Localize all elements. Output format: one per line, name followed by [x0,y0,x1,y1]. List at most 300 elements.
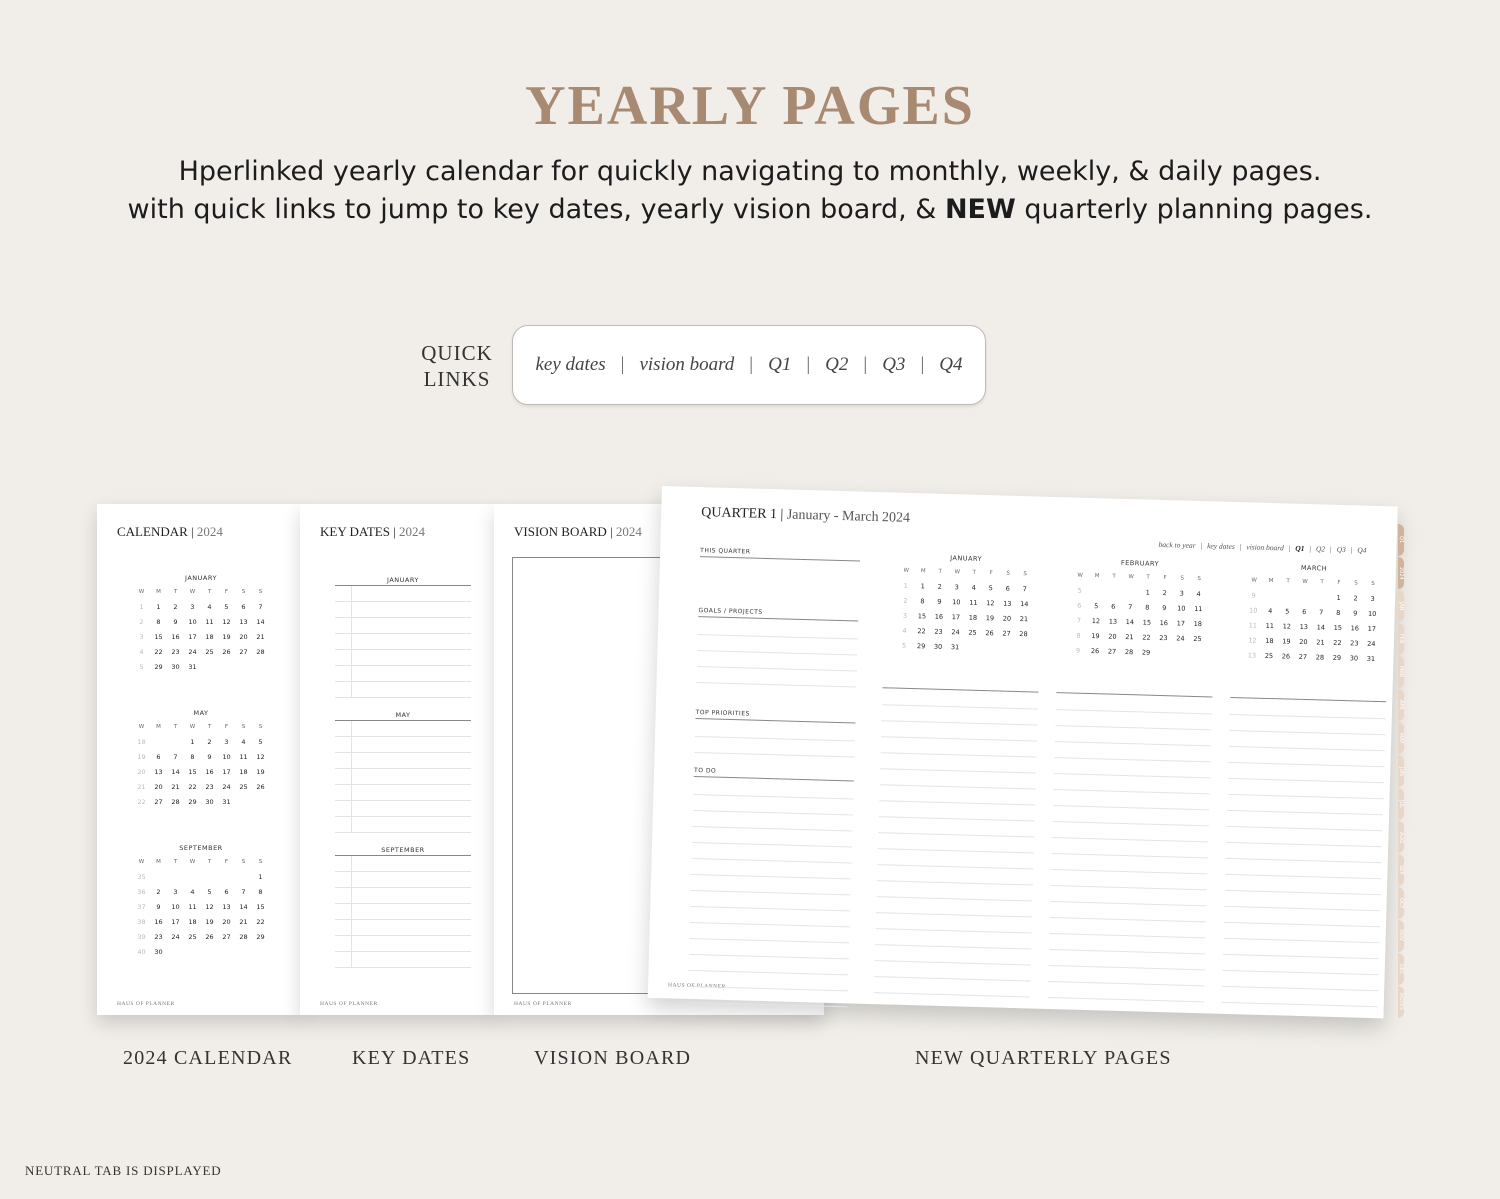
tab-feb[interactable]: FEB [1398,623,1404,655]
tab-aug[interactable]: AUG [1398,821,1404,853]
calendar-mini-calendar [133,584,269,674]
day-cell[interactable]: 7 [241,887,246,896]
day-cell[interactable]: 2 [207,737,212,746]
day-cell[interactable]: 18 [968,613,978,622]
weekday-label: W [1128,573,1134,580]
key-date-entry-line[interactable] [335,856,471,872]
key-date-entry-line[interactable] [335,753,471,769]
key-date-entry-line[interactable] [335,936,471,952]
day-cell[interactable]: 29 [188,797,197,806]
day-cell[interactable]: 23 [1350,638,1359,648]
entry-line[interactable] [695,737,855,757]
day-cell[interactable]: 13 [239,617,248,626]
day-cell[interactable]: 11 [1194,604,1203,613]
day-cell[interactable]: 31 [950,642,960,651]
quick-link-key-dates[interactable]: key dates [535,354,606,375]
quarter-page-footer: HAUS OF PLANNER [667,982,726,990]
nav-link-back-to-year[interactable]: back to year [1158,539,1196,550]
day-cell[interactable]: 2 [937,582,942,591]
key-date-entry-line[interactable] [335,801,471,817]
day-cell[interactable]: 16 [205,767,214,776]
day-cell[interactable]: 20 [1108,632,1117,641]
week-number: 9 [1075,646,1081,655]
notes-line[interactable] [1222,987,1378,1007]
day-cell[interactable]: 27 [239,647,248,656]
day-cell[interactable]: 9 [207,752,212,761]
quick-link-separator: | [806,354,811,375]
day-cell[interactable]: 12 [205,902,214,911]
day-cell[interactable]: 3 [1179,588,1184,598]
weekday-label: T [972,569,976,576]
week-number: 5 [1077,586,1082,595]
day-cell[interactable]: 19 [205,917,214,926]
key-date-entry-line[interactable] [335,920,471,936]
day-cell[interactable]: 6 [1005,584,1010,593]
day-cell[interactable]: 22 [917,626,926,635]
day-cell[interactable]: 9 [937,597,942,606]
nav-link-q3[interactable]: Q3 [1336,544,1346,555]
day-cell[interactable]: 27 [1107,647,1117,656]
calendar-mini-calendar [133,719,269,809]
day-cell[interactable]: 14 [1316,622,1326,632]
day-cell[interactable]: 19 [1091,631,1100,640]
day-cell[interactable]: 15 [1333,623,1343,632]
day-cell[interactable]: 5 [988,583,993,592]
day-cell [1014,641,1031,656]
day-cell[interactable]: 21 [171,782,180,791]
day-cell[interactable]: 28 [239,932,248,941]
day-cell[interactable]: 29 [154,662,163,671]
day-cell[interactable]: 14 [1125,617,1135,626]
day-cell[interactable]: 29 [256,932,265,941]
day-cell[interactable]: 28 [1019,629,1028,638]
day-cell[interactable]: 27 [154,797,163,806]
day-cell[interactable]: 13 [1108,617,1118,626]
nav-link-q4[interactable]: Q4 [1357,545,1367,555]
day-cell[interactable]: 26 [1090,646,1100,655]
tab-sep[interactable]: SEP [1398,854,1404,886]
weekday-label: S [258,723,263,730]
day-cell[interactable]: 11 [969,598,978,607]
quick-link-vision-board[interactable]: vision board [639,354,735,375]
day-cell[interactable]: 18 [205,632,214,641]
key-date-entry-line[interactable] [335,634,471,650]
day-cell[interactable]: 6 [241,602,246,611]
day-cell[interactable]: 25 [188,932,197,941]
day-cell [201,869,218,884]
key-date-entry-line[interactable] [335,737,471,753]
nav-link-vision-board[interactable]: vision board [1246,542,1284,553]
day-cell[interactable]: 12 [986,598,995,607]
week-number: 13 [1247,650,1257,660]
day-cell[interactable]: 25 [968,628,977,637]
day-cell[interactable]: 22 [188,782,197,791]
day-cell[interactable]: 15 [1142,617,1152,627]
day-cell[interactable]: 14 [171,767,180,776]
day-cell[interactable]: 7 [173,752,178,761]
day-cell[interactable]: 9 [173,617,178,626]
day-cell[interactable]: 6 [156,752,161,761]
day-cell[interactable]: 5 [1285,606,1290,616]
day-cell[interactable]: 18 [1265,636,1274,645]
day-cell[interactable]: 1 [1336,593,1341,602]
day-cell[interactable]: 1 [920,581,925,590]
caption-quarterly-pages: NEW QUARTERLY PAGES [915,1047,1172,1069]
day-cell[interactable]: 8 [1145,603,1150,612]
week-number: 9 [1251,591,1256,600]
day-cell[interactable]: 4 [1196,589,1201,598]
day-cell[interactable]: 3 [224,737,229,746]
day-cell[interactable]: 3 [1370,594,1375,603]
weekday-label: W [1077,572,1083,579]
calendar-page-footer: HAUS OF PLANNER [117,1001,175,1007]
calendar-month-title[interactable]: MAY [193,709,209,717]
weekday-label: W [138,723,145,730]
key-date-entry-line[interactable] [335,721,471,737]
day-cell[interactable]: 26 [985,628,994,637]
tab-jan[interactable]: JAN [1398,590,1404,622]
day-cell[interactable]: 17 [171,917,180,926]
weekday-label: S [241,858,246,865]
day-cell[interactable]: 29 [916,641,926,650]
day-cell[interactable]: 30 [205,797,214,806]
day-cell[interactable]: 7 [258,602,263,611]
day-cell[interactable]: 23 [1159,633,1168,642]
day-cell[interactable]: 2 [173,602,178,611]
day-cell[interactable]: 25 [1193,634,1202,643]
weekday-label: M [1094,572,1100,579]
day-cell[interactable]: 22 [1333,638,1342,647]
day-cell[interactable]: 24 [222,782,231,791]
weekday-label: W [1251,576,1257,584]
nav-link-q2[interactable]: Q2 [1315,544,1326,554]
key-date-entry-line[interactable] [335,586,471,602]
day-cell[interactable]: 5 [1094,601,1099,610]
key-date-entry-line[interactable] [335,769,471,785]
day-cell[interactable]: 24 [188,647,197,656]
day-cell[interactable]: 20 [154,782,163,791]
week-number: 20 [137,767,146,776]
day-cell[interactable]: 24 [1367,639,1376,648]
day-cell [252,794,269,809]
day-cell[interactable]: 23 [934,627,943,636]
day-cell[interactable]: 2 [1162,588,1167,597]
day-cell[interactable]: 23 [205,782,214,791]
week-number: 38 [137,917,146,926]
day-cell[interactable]: 17 [222,767,231,776]
quick-links-label [412,340,502,392]
day-cell[interactable]: 30 [154,947,163,956]
tab-dec[interactable]: DEC [1398,953,1404,985]
day-cell[interactable]: 21 [256,632,265,641]
weekday-label: S [258,588,263,595]
day-cell[interactable]: 9 [156,902,161,911]
key-date-entry-line[interactable] [335,952,471,968]
month-notes-lines [1222,699,1386,1007]
day-cell[interactable]: 30 [171,662,180,671]
week-row [133,869,269,884]
day-cell[interactable]: 31 [188,662,197,671]
tab-notes[interactable]: NOTES [1398,986,1404,1018]
day-cell[interactable]: 13 [154,767,163,776]
day-cell[interactable]: 8 [190,752,195,761]
tab-jul[interactable]: JUL [1398,788,1404,820]
week-row [133,659,269,674]
day-cell[interactable]: 16 [1350,623,1360,633]
day-cell[interactable]: 22 [154,647,163,656]
day-cell[interactable]: 19 [222,632,231,641]
key-date-entry-line[interactable] [335,785,471,801]
day-cell[interactable]: 21 [239,917,248,926]
day-cell[interactable]: 24 [1176,633,1185,643]
day-cell[interactable]: 4 [1268,606,1273,615]
day-cell[interactable]: 11 [205,617,214,626]
day-cell[interactable]: 16 [934,612,944,621]
week-number: 2 [139,617,144,626]
day-cell[interactable]: 6 [1302,607,1307,616]
day-cell[interactable]: 8 [920,596,925,605]
key-date-entry-line[interactable] [335,872,471,888]
day-cell[interactable]: 16 [154,917,163,926]
day-cell[interactable]: 8 [1336,608,1341,617]
week-number: 5 [139,662,144,671]
day-cell[interactable]: 10 [188,617,197,626]
day-cell[interactable]: 4 [190,887,195,896]
day-cell[interactable]: 20 [1002,614,1012,623]
quick-link-separator: | [920,354,925,375]
day-cell[interactable]: 5 [224,602,229,611]
day-cell[interactable]: 21 [1019,614,1029,623]
day-cell[interactable]: 3 [190,602,195,611]
day-cell[interactable]: 13 [222,902,231,911]
day-cell[interactable]: 13 [1299,622,1309,631]
day-cell[interactable]: 28 [256,647,265,656]
day-cell[interactable]: 22 [256,917,265,926]
key-date-entry-line[interactable] [335,888,471,904]
day-cell[interactable]: 6 [1111,602,1116,611]
day-cell[interactable]: 25 [205,647,214,656]
weekday-label: T [938,568,942,575]
day-cell[interactable]: 6 [224,887,229,896]
week-number: 12 [1248,635,1257,645]
day-cell[interactable]: 20 [222,917,231,926]
day-cell[interactable]: 28 [1315,652,1325,662]
day-cell[interactable]: 11 [239,752,248,761]
day-cell[interactable]: 22 [1142,632,1151,642]
nav-link-q1[interactable]: Q1 [1295,543,1305,553]
tab-nov[interactable]: NOV [1398,920,1404,952]
day-cell[interactable]: 14 [239,902,248,911]
day-cell[interactable]: 27 [1298,652,1308,661]
quick-links-label-line-2: LINKS [423,367,491,391]
day-cell[interactable]: 1 [156,602,161,611]
key-date-entry-line[interactable] [335,904,471,920]
day-cell[interactable]: 30 [1349,653,1359,663]
day-cell[interactable]: 16 [171,632,180,641]
day-cell[interactable]: 20 [1299,637,1308,646]
nav-separator: | [1288,543,1291,553]
key-dates-block [335,711,471,833]
day-cell[interactable]: 13 [1003,599,1012,608]
tab-oct[interactable]: OCT [1398,887,1404,919]
day-cell[interactable]: 25 [239,782,248,791]
day-cell[interactable]: 8 [156,617,161,626]
day-cell[interactable]: 2 [156,887,161,896]
day-cell[interactable]: 14 [256,617,265,626]
day-cell[interactable]: 31 [1366,654,1376,663]
day-cell[interactable]: 7 [1319,607,1324,617]
notes-line[interactable] [1048,982,1204,1002]
day-cell[interactable]: 4 [241,737,246,746]
day-cell[interactable]: 29 [1141,647,1151,657]
header-divider: | [780,507,788,523]
day-cell [167,869,184,884]
day-cell[interactable]: 11 [188,902,197,911]
day-cell[interactable]: 30 [933,642,943,651]
day-cell[interactable]: 19 [256,767,265,776]
day-cell[interactable]: 17 [1176,618,1186,628]
quarter-month-title[interactable]: JANUARY [950,554,983,563]
day-cell[interactable]: 4 [971,583,976,592]
quick-link-q2[interactable]: Q2 [825,354,849,375]
quick-link-q3[interactable]: Q3 [882,354,906,375]
day-cell[interactable]: 1 [190,737,195,746]
weekday-label: W [189,723,196,730]
day-cell[interactable]: 12 [256,752,265,761]
day-cell[interactable]: 4 [207,602,212,611]
day-cell[interactable]: 27 [1002,629,1011,638]
day-cell[interactable]: 15 [256,902,265,911]
day-cell[interactable]: 27 [222,932,231,941]
caption-2024-calendar: 2024 CALENDAR [123,1047,293,1069]
quick-link-q1[interactable]: Q1 [768,354,792,375]
day-cell[interactable]: 2 [1353,593,1358,602]
day-cell[interactable]: 26 [256,782,265,791]
key-date-entry-line[interactable] [335,650,471,666]
day-cell[interactable]: 3 [173,887,178,896]
day-cell[interactable]: 15 [917,611,927,620]
calendar-month-title[interactable]: SEPTEMBER [179,844,223,852]
day-cell[interactable]: 19 [1282,636,1291,646]
quarter-month-title[interactable]: MARCH [1300,563,1328,573]
day-cell[interactable]: 12 [1091,616,1101,625]
key-dates-block [335,846,471,968]
day-cell[interactable]: 20 [239,632,248,641]
subtitle-line-2-end: quarterly planning pages. [1024,194,1373,225]
day-cell[interactable]: 24 [171,932,180,941]
day-cell[interactable]: 10 [952,597,961,606]
nav-link-key-dates[interactable]: key dates [1207,541,1235,552]
tab-q1[interactable]: Q1 [1398,524,1404,556]
day-cell[interactable]: 18 [188,917,197,926]
day-cell[interactable]: 3 [954,582,959,591]
day-cell[interactable]: 15 [154,632,163,641]
day-cell[interactable]: 26 [222,647,231,656]
day-cell[interactable]: 14 [1020,599,1029,608]
day-cell[interactable]: 21 [1316,637,1325,647]
day-cell[interactable]: 5 [207,887,212,896]
quick-link-q4[interactable]: Q4 [939,354,963,375]
day-cell[interactable]: 7 [1128,602,1133,611]
tab-mar[interactable]: MAR [1398,656,1404,688]
day-cell[interactable]: 10 [1367,609,1377,618]
notes-line[interactable] [874,977,1030,997]
day-cell [235,869,252,884]
key-date-entry-line[interactable] [335,682,471,698]
day-cell[interactable]: 12 [1282,621,1292,631]
day-cell[interactable]: 26 [1281,651,1291,661]
weekday-label: W [189,588,196,595]
key-date-entry-line[interactable] [335,666,471,682]
day-cell [1171,645,1188,660]
day-cell[interactable]: 29 [1332,653,1342,662]
weekday-label: S [1354,579,1358,586]
day-cell[interactable]: 31 [222,797,231,806]
day-cell[interactable]: 16 [1159,618,1169,627]
day-cell[interactable]: 19 [985,613,995,622]
day-cell [997,640,1014,655]
day-cell[interactable]: 12 [222,617,231,626]
week-number: 7 [1076,616,1082,625]
key-dates-page-header [320,524,425,540]
key-date-entry-line[interactable] [335,618,471,634]
day-cell[interactable]: 1 [1145,588,1150,597]
day-cell[interactable]: 18 [1193,619,1203,628]
day-cell[interactable]: 28 [171,797,180,806]
day-cell[interactable]: 21 [1125,632,1134,641]
day-cell[interactable]: 17 [188,632,197,641]
day-cell[interactable]: 23 [171,647,180,656]
weekday-label: T [1286,577,1290,585]
day-cell[interactable]: 26 [205,932,214,941]
day-cell[interactable]: 1 [258,872,263,881]
day-cell[interactable]: 17 [1367,624,1377,633]
tab-may[interactable]: MAY [1398,722,1404,754]
tab-jun[interactable]: JUN [1398,755,1404,787]
subtitle-new-badge: NEW [944,194,1016,225]
week-row [133,929,269,944]
day-cell[interactable]: 24 [951,627,960,636]
entry-line[interactable] [697,667,857,687]
calendar-month-title[interactable]: JANUARY [185,574,217,582]
key-date-entry-line[interactable] [335,817,471,833]
day-cell[interactable]: 10 [171,902,180,911]
day-cell[interactable]: 11 [1265,621,1275,630]
day-cell[interactable]: 8 [258,887,263,896]
quarter-month-title[interactable]: FEBRUARY [1120,558,1160,568]
day-cell[interactable]: 18 [239,767,248,776]
quarter-page-nav-links [1158,540,1366,555]
tab-2024[interactable]: 2024 [1398,557,1404,589]
section-lines [695,721,856,757]
day-cell[interactable]: 7 [1022,584,1027,593]
day-cell[interactable]: 5 [258,737,263,746]
section-this-quarter: THIS QUARTER [700,547,860,561]
day-cell [252,659,269,674]
day-cell[interactable]: 28 [1124,647,1134,656]
day-cell[interactable]: 10 [222,752,231,761]
day-cell[interactable]: 17 [951,612,961,621]
day-cell[interactable]: 9 [1162,603,1167,612]
day-cell[interactable]: 10 [1177,603,1186,613]
day-cell[interactable]: 15 [188,767,197,776]
day-cell[interactable]: 9 [1353,608,1358,617]
day-cell[interactable]: 23 [154,932,163,941]
day-cell[interactable]: 25 [1264,651,1274,660]
tab-apr[interactable]: APR [1398,689,1404,721]
weekday-label: T [207,723,212,730]
key-date-entry-line[interactable] [335,602,471,618]
